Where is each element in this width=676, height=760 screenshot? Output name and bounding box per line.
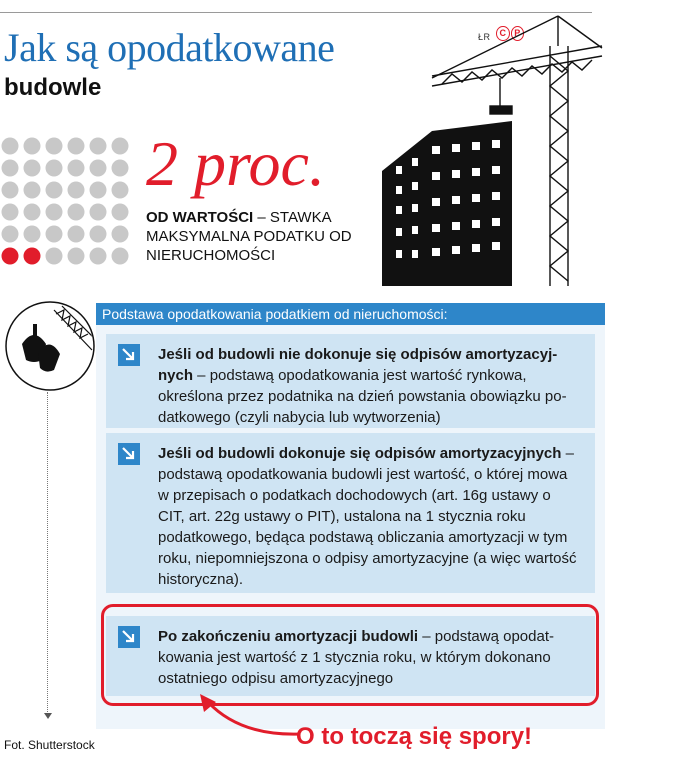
dot [2,138,19,155]
dot [112,248,129,265]
dot [68,160,85,177]
page-subtitle: budowle [4,74,102,101]
dot [46,226,63,243]
dot [112,160,129,177]
dot [90,160,107,177]
dot [46,248,63,265]
dot [90,204,107,221]
dispute-callout: O to toczą się spory! [296,723,533,750]
info-item-text: – podstawą opodatkowania jest wartość z 1 stycznia roku, w którym dokonano ostatniego odpisu amortyzacyjnego [158,628,554,687]
arrow-down-right-icon [118,344,140,366]
dot [112,204,129,221]
dot [46,160,63,177]
dot [24,204,41,221]
dot [2,226,19,243]
timeline-arrow-icon [44,713,52,719]
panel-heading: Podstawa opodatkowania podatkiem od nieruchomości: [96,303,605,325]
dot [24,160,41,177]
info-item-lead: Jeśli od budowli dokonuje się odpisów amortyzacyjnych [158,445,562,462]
construction-crane-illustration [372,6,672,296]
dot [2,182,19,199]
dot-highlighted [24,248,41,265]
dot [2,160,19,177]
photo-credit: Fot. Shutterstock [4,738,95,752]
stat-lead: OD WARTOŚCI [146,209,254,226]
dot [24,138,41,155]
timeline-line [47,392,48,714]
author-initials: ŁR [478,32,491,42]
dot [2,204,19,221]
dot [68,138,85,155]
dot [112,226,129,243]
dot [112,182,129,199]
dot [46,138,63,155]
dot [90,248,107,265]
dot [112,138,129,155]
stat-value: 2 proc. [146,128,325,199]
stat-description [146,208,376,265]
dot [46,182,63,199]
dot-grid-indicator [0,136,138,272]
stat-rest: – STAWKA MAKSYMALNA PODATKU OD NIERUCHOMOŚCI [146,209,352,264]
info-item-lead: Jeśli od budowli nie dokonuje się odpisów amortyzacyjnych [158,346,558,384]
dot [24,182,41,199]
copyright-c-icon: C [496,26,510,41]
page-title: Jak są opodatkowane [4,25,335,70]
info-item-lead: Po zakończeniu amortyzacji budowli [158,628,419,645]
dot [90,226,107,243]
info-item-text: – podstawą opodatkowania jest wartość rynkowa, określona przez podatnika na dzień powstania obowiązku podatkowego (czyli nabycia lub wytworzenia) [158,367,567,426]
excavator-bucket-icon [4,300,96,392]
curved-arrow-icon [180,690,310,750]
dot [68,248,85,265]
dot [46,204,63,221]
copyright-p-icon: P [511,26,525,41]
dot-highlighted [2,248,19,265]
dot [68,204,85,221]
info-item [106,334,595,428]
arrow-down-right-icon [118,443,140,465]
dot [24,226,41,243]
highlight-frame [101,604,599,706]
dot [68,182,85,199]
dot [90,138,107,155]
info-item-text: – podstawą opodatkowania budowli jest wartość, o której mowa w przepisach o podatkach dochodowych (art. 16g ustawy o CIT, art. 22g ustawy o PIT), ustalona na 1 stycznia roku podatkowego, będąca podstawą obliczania amortyzacji w tym roku, niepomniejszona o odpisy amortyzacyjne (a więc wartość historyczna). [158,445,577,588]
dot [68,226,85,243]
dot [90,182,107,199]
info-item [106,433,595,593]
